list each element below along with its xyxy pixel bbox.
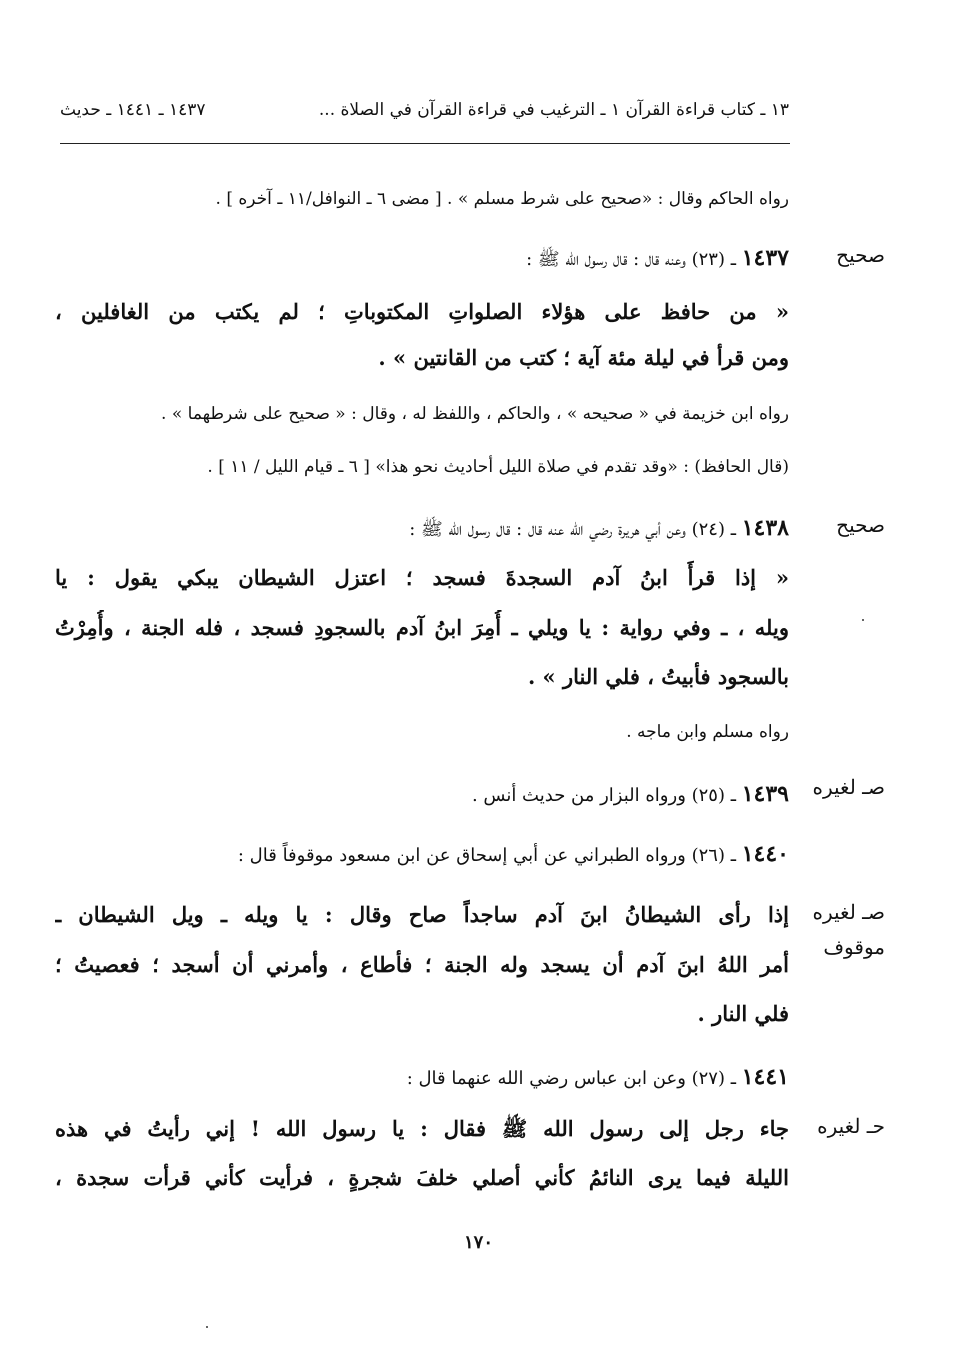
hadith-text-line: ومن قرأ في ليلة مئة آية ؛ كتب من القانتين » . — [378, 345, 789, 370]
grade-label: صـ لغيره — [812, 900, 885, 924]
page-number: ١٧٠ — [463, 1232, 493, 1253]
hadith-text-line: « إذا قرأَ ابنُ آدم السجدةَ فسجد ؛ اعتزل الشيطان يبكي يقول : يا — [55, 565, 789, 590]
source-note: رواه مسلم وابن ماجه . — [626, 722, 789, 742]
hadith-text-line: ويله ، ـ وفي رواية : يا ويلي ـ أُمِرَ ابنُ آدم بالسجودِ فسجد ، فله الجنة ، وأُمِرْتُ — [55, 615, 789, 640]
header-divider — [60, 143, 790, 144]
running-header-title: ١٣ ـ كتاب قراءة القرآن ١ ـ الترغيب في قراءة القرآن في الصلاة ... — [318, 100, 789, 120]
grade-label: صحيح — [836, 243, 885, 267]
scan-speck — [206, 1326, 208, 1328]
hadith-text-line: الليلة فيما يرى النائمُ كأني أصلي خلفَ شجرةٍ ، فرأيت كأني قرأت سجدة ، — [55, 1165, 789, 1190]
source-note: (قال الحافظ) : «وقد تقدم في صلاة الليل أحاديث نحو هذا» [ ٦ ـ قيام الليل / ١١ ] . — [207, 457, 789, 477]
hadith-intro: ـ (٢٧) وعن ابن عباس رضي الله عنهما قال : — [406, 1068, 736, 1089]
hadith-number: ١٤٤١ — [741, 1064, 789, 1090]
hadith-heading — [238, 838, 789, 872]
grade-label: صـ لغيره — [812, 775, 885, 799]
hadith-heading — [407, 1061, 789, 1095]
hadith-number: ١٤٣٩ — [741, 781, 789, 807]
grade-label: صحيح — [836, 513, 885, 537]
source-note: رواه ابن خزيمة في « صحيحه » ، والحاكم ، واللفظ له ، وقال : « صحيح على شرطهما » . — [161, 404, 789, 424]
hadith-intro: ـ (٢٤) وعن أبي هريرة رضي الله عنه قال : قال رسول الله ﷺ : — [409, 519, 736, 540]
hadith-intro: ـ (٢٦) ورواه الطبراني عن أبي إسحاق عن ابن مسعود موقوفاً قال : — [237, 845, 736, 866]
hadith-text-line: أمر اللهُ ابنَ آدم أن يسجد وله الجنة ؛ فأطاع ، وأمرني أن أسجد ؛ فعصيتُ ؛ — [55, 952, 789, 977]
hadith-heading — [526, 242, 789, 276]
hadith-intro: ـ (٢٣) وعنه قال : قال رسول الله ﷺ : — [526, 249, 736, 270]
hadith-heading — [409, 512, 789, 546]
hadith-text-line: بالسجود فأبيتُ ، فلي النار » . — [527, 664, 789, 689]
hadith-text-line: جاء رجل إلى رسول الله ﷺ فقال : يا رسول الله ! إني رأيتُ في هذه — [55, 1116, 789, 1141]
grade-label: حـ لغيره — [817, 1114, 885, 1138]
hadith-number: ١٤٣٨ — [741, 515, 789, 541]
scan-speck — [862, 619, 864, 621]
hadith-number: ١٤٤٠ — [741, 841, 789, 867]
running-header-range: ١٤٣٧ ـ ١٤٤١ ـ حديث — [60, 100, 206, 120]
hadith-heading — [472, 778, 789, 812]
hadith-text-line: « من حافظ على هؤلاء الصلواتِ المكتوباتِ ؛ لم يكتب من الغافلين ، — [55, 299, 789, 324]
grade-label-secondary: موقوف — [823, 935, 885, 959]
hadith-intro: ـ (٢٥) ورواه البزار من حديث أنس . — [471, 785, 736, 806]
hadith-number: ١٤٣٧ — [741, 245, 789, 271]
source-note: رواه الحاكم وقال : «صحيح على شرط مسلم » . [ مضى ٦ ـ النوافل/١١ ـ آخره ] . — [215, 189, 789, 209]
hadith-text-line: فلي النار . — [697, 1001, 789, 1026]
hadith-text-line: إذا رأى الشيطانُ ابنَ آدم ساجداً صاح وقال : يا ويله ـ ويل الشيطان ـ — [55, 902, 789, 927]
